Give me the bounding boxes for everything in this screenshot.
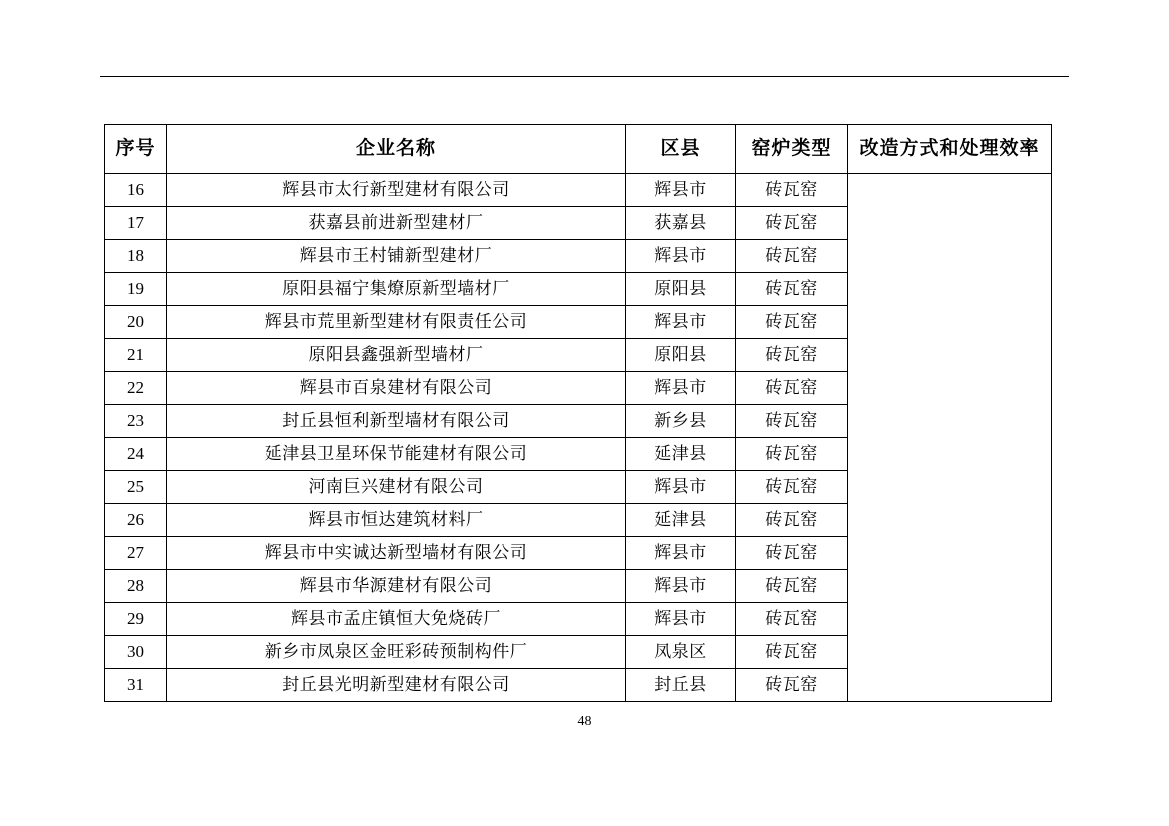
cell-kiln: 砖瓦窑 <box>736 471 848 504</box>
cell-seq: 31 <box>105 669 167 702</box>
column-header-district: 区县 <box>626 125 736 174</box>
cell-district: 辉县市 <box>626 372 736 405</box>
cell-name: 河南巨兴建材有限公司 <box>167 471 626 504</box>
table-row <box>105 174 1052 207</box>
table-body <box>105 174 1052 702</box>
cell-district: 原阳县 <box>626 339 736 372</box>
cell-district: 封丘县 <box>626 669 736 702</box>
column-header-method: 改造方式和处理效率 <box>848 125 1052 174</box>
cell-name: 辉县市恒达建筑材料厂 <box>167 504 626 537</box>
cell-name: 辉县市华源建材有限公司 <box>167 570 626 603</box>
cell-seq: 22 <box>105 372 167 405</box>
cell-district: 辉县市 <box>626 240 736 273</box>
cell-district: 延津县 <box>626 504 736 537</box>
cell-kiln: 砖瓦窑 <box>736 669 848 702</box>
cell-kiln: 砖瓦窑 <box>736 570 848 603</box>
cell-seq: 28 <box>105 570 167 603</box>
cell-kiln: 砖瓦窑 <box>736 306 848 339</box>
cell-kiln: 砖瓦窑 <box>736 438 848 471</box>
cell-name: 封丘县光明新型建材有限公司 <box>167 669 626 702</box>
cell-name: 辉县市太行新型建材有限公司 <box>167 174 626 207</box>
cell-name: 获嘉县前进新型建材厂 <box>167 207 626 240</box>
cell-district: 原阳县 <box>626 273 736 306</box>
cell-district: 辉县市 <box>626 306 736 339</box>
cell-district: 辉县市 <box>626 570 736 603</box>
cell-kiln: 砖瓦窑 <box>736 240 848 273</box>
table-container <box>104 124 1051 702</box>
cell-kiln: 砖瓦窑 <box>736 405 848 438</box>
cell-kiln: 砖瓦窑 <box>736 372 848 405</box>
cell-district: 辉县市 <box>626 174 736 207</box>
column-header-name: 企业名称 <box>167 125 626 174</box>
cell-district: 辉县市 <box>626 603 736 636</box>
cell-kiln: 砖瓦窑 <box>736 537 848 570</box>
header-divider <box>100 76 1069 77</box>
cell-district: 辉县市 <box>626 471 736 504</box>
cell-seq: 27 <box>105 537 167 570</box>
cell-seq: 16 <box>105 174 167 207</box>
cell-kiln: 砖瓦窑 <box>736 174 848 207</box>
cell-name: 原阳县福宁集燎原新型墙材厂 <box>167 273 626 306</box>
cell-kiln: 砖瓦窑 <box>736 504 848 537</box>
table-header <box>105 125 1052 174</box>
cell-district: 凤泉区 <box>626 636 736 669</box>
cell-seq: 26 <box>105 504 167 537</box>
cell-kiln: 砖瓦窑 <box>736 636 848 669</box>
cell-name: 辉县市中实诚达新型墙材有限公司 <box>167 537 626 570</box>
cell-district: 延津县 <box>626 438 736 471</box>
cell-district: 获嘉县 <box>626 207 736 240</box>
cell-seq: 21 <box>105 339 167 372</box>
cell-seq: 20 <box>105 306 167 339</box>
cell-name: 辉县市百泉建材有限公司 <box>167 372 626 405</box>
cell-method-merged <box>848 174 1052 702</box>
cell-kiln: 砖瓦窑 <box>736 603 848 636</box>
cell-seq: 24 <box>105 438 167 471</box>
cell-seq: 30 <box>105 636 167 669</box>
column-header-seq: 序号 <box>105 125 167 174</box>
cell-name: 封丘县恒利新型墙材有限公司 <box>167 405 626 438</box>
cell-name: 辉县市荒里新型建材有限责任公司 <box>167 306 626 339</box>
page-number: 48 <box>577 714 592 729</box>
cell-seq: 29 <box>105 603 167 636</box>
column-header-kiln: 窑炉类型 <box>736 125 848 174</box>
enterprise-table <box>104 124 1052 702</box>
cell-kiln: 砖瓦窑 <box>736 273 848 306</box>
cell-seq: 19 <box>105 273 167 306</box>
cell-name: 辉县市王村铺新型建材厂 <box>167 240 626 273</box>
table-header-row <box>105 125 1052 174</box>
cell-seq: 17 <box>105 207 167 240</box>
cell-seq: 25 <box>105 471 167 504</box>
cell-name: 新乡市凤泉区金旺彩砖预制构件厂 <box>167 636 626 669</box>
cell-name: 原阳县鑫强新型墙材厂 <box>167 339 626 372</box>
cell-seq: 18 <box>105 240 167 273</box>
cell-kiln: 砖瓦窑 <box>736 207 848 240</box>
cell-district: 新乡县 <box>626 405 736 438</box>
cell-district: 辉县市 <box>626 537 736 570</box>
cell-kiln: 砖瓦窑 <box>736 339 848 372</box>
cell-name: 延津县卫星环保节能建材有限公司 <box>167 438 626 471</box>
cell-seq: 23 <box>105 405 167 438</box>
cell-name: 辉县市孟庄镇恒大免烧砖厂 <box>167 603 626 636</box>
